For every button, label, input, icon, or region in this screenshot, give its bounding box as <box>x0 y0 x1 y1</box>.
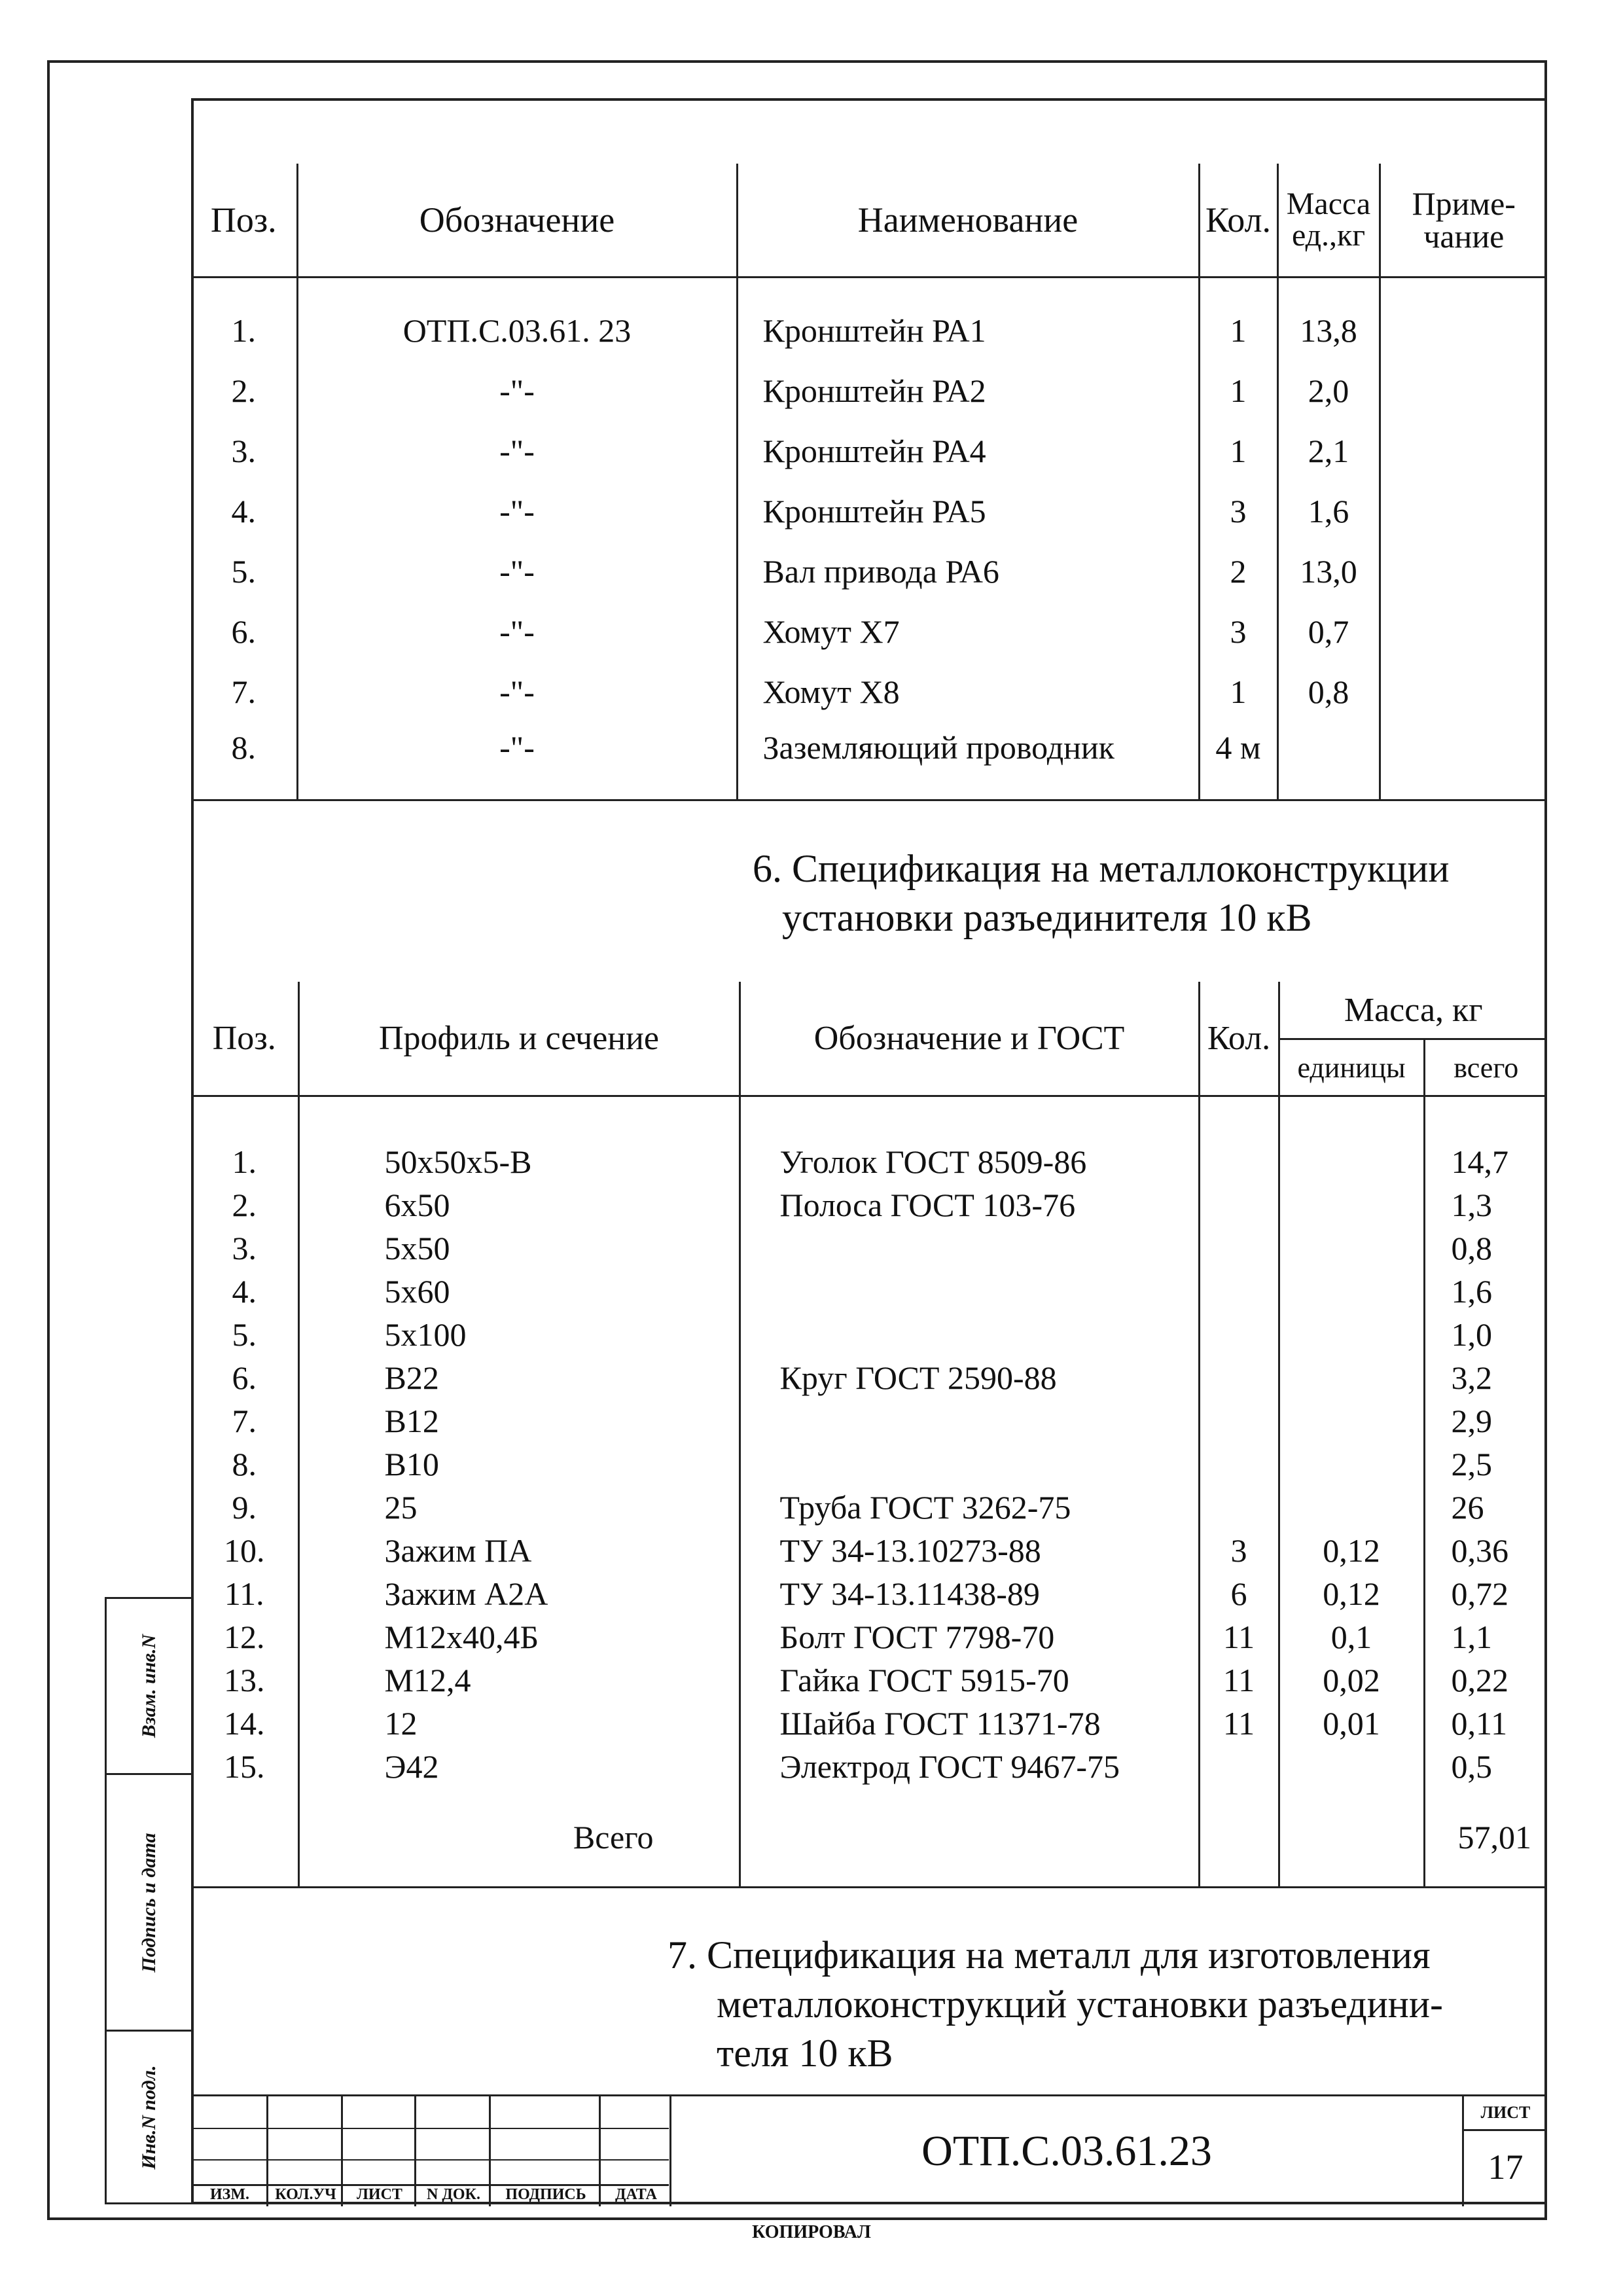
parts-table-row <box>191 300 1547 361</box>
part-name: Кронштейн РА5 <box>737 481 1199 541</box>
part-qty: 1 <box>1199 300 1277 361</box>
metal-spec-row <box>191 1486 1547 1529</box>
spec-unit-mass <box>1279 1270 1424 1313</box>
parts-table-row <box>191 541 1547 601</box>
part-note <box>1380 601 1547 662</box>
spec-pos: 4. <box>232 1273 257 1310</box>
header-note: Приме- чание <box>1380 164 1547 278</box>
spec-profile: Зажим А2А <box>298 1572 740 1615</box>
title-block <box>191 2094 1547 2206</box>
part-note <box>1380 541 1547 601</box>
part-designation: -"- <box>297 722 737 800</box>
spec-qty <box>1199 1745 1279 1788</box>
spec-total-mass: 0,22 <box>1424 1659 1547 1702</box>
spec-qty <box>1199 1227 1279 1270</box>
spec-unit-mass <box>1279 1356 1424 1399</box>
header2-unit: единицы <box>1279 1039 1424 1096</box>
spec-unit-mass <box>1279 1399 1424 1443</box>
section-6-line2: установки разъединителя 10 кВ <box>782 896 1312 939</box>
header2-gost: Обозначение и ГОСТ <box>740 982 1199 1096</box>
part-name: Вал привода РА6 <box>737 541 1199 601</box>
spec-profile: 6х50 <box>298 1183 740 1227</box>
spec-total-mass: 0,5 <box>1424 1745 1547 1788</box>
parts-table-body <box>191 300 1547 800</box>
metal-spec-row <box>191 1529 1547 1572</box>
side-label-original: Инв.N подл. <box>137 2064 160 2170</box>
part-name: Кронштейн РА1 <box>737 300 1199 361</box>
stamp-label-doc: N ДОК. <box>427 2186 480 2203</box>
spec-unit-mass <box>1279 1443 1424 1486</box>
header-pos: Поз. <box>191 164 297 278</box>
part-qty: 1 <box>1199 361 1277 421</box>
part-qty: 2 <box>1199 541 1277 601</box>
part-designation: -"- <box>297 662 737 722</box>
metal-spec-row <box>191 1443 1547 1486</box>
spec-pos: 1. <box>232 1143 257 1180</box>
spec-total-mass: 3,2 <box>1424 1356 1547 1399</box>
spec-gost: ТУ 34-13.11438-89 <box>740 1572 1199 1615</box>
spec-pos: 3. <box>232 1230 257 1266</box>
section-7-line1: 7. Спецификация на металл для изготовления <box>668 1933 1431 1977</box>
spec-pos: 14. <box>224 1705 265 1742</box>
spec-pos: 2. <box>232 1187 257 1223</box>
part-name: Кронштейн РА4 <box>737 421 1199 481</box>
metal-spec-row <box>191 1615 1547 1659</box>
spec-profile: В12 <box>298 1399 740 1443</box>
section-7-line2: металлоконструкций установки разъедини- <box>717 1982 1443 2026</box>
spec-gost: Гайка ГОСТ 5915-70 <box>740 1659 1199 1702</box>
metal-spec-header <box>191 982 1547 1039</box>
parts-table-row <box>191 361 1547 421</box>
spec-total-mass: 1,0 <box>1424 1313 1547 1356</box>
spec-profile: В22 <box>298 1356 740 1399</box>
spec-gost: Электрод ГОСТ 9467-75 <box>740 1745 1199 1788</box>
spec-total-mass: 0,72 <box>1424 1572 1547 1615</box>
part-pos: 3. <box>231 433 256 469</box>
side-cell-replace <box>105 1597 191 1775</box>
spec-qty: 11 <box>1199 1615 1279 1659</box>
side-label-replace: Взам. инв.N <box>137 1634 160 1738</box>
spec-pos: 11. <box>224 1575 264 1612</box>
part-designation: ОТП.С.03.61. 23 <box>297 300 737 361</box>
metal-spec-row <box>191 1140 1547 1183</box>
spec-unit-mass <box>1279 1313 1424 1356</box>
spec-unit-mass <box>1279 1183 1424 1227</box>
part-name: Хомут Х7 <box>737 601 1199 662</box>
spec-gost <box>740 1399 1199 1443</box>
header-qty: Кол. <box>1199 164 1277 278</box>
spec-profile: М12х40,4Б <box>298 1615 740 1659</box>
part-name: Заземляющий проводник <box>737 722 1199 800</box>
parts-table-row <box>191 421 1547 481</box>
part-mass: 1,6 <box>1277 481 1380 541</box>
part-qty: 4 м <box>1199 722 1277 800</box>
spec-pos: 7. <box>232 1403 257 1439</box>
spec-profile: М12,4 <box>298 1659 740 1702</box>
spec-unit-mass <box>1279 1227 1424 1270</box>
part-qty: 1 <box>1199 662 1277 722</box>
spec-qty: 11 <box>1199 1659 1279 1702</box>
part-designation: -"- <box>297 481 737 541</box>
spec-total-mass: 14,7 <box>1424 1140 1547 1183</box>
part-note <box>1380 662 1547 722</box>
part-designation: -"- <box>297 601 737 662</box>
part-mass: 0,8 <box>1277 662 1380 722</box>
spec-total-mass: 0,11 <box>1424 1702 1547 1745</box>
spec-qty <box>1199 1399 1279 1443</box>
part-name: Хомут Х8 <box>737 662 1199 722</box>
header2-qty: Кол. <box>1199 982 1279 1096</box>
total-label: Всего <box>298 1788 740 1888</box>
spec-total-mass: 2,9 <box>1424 1399 1547 1443</box>
metal-spec-row <box>191 1659 1547 1702</box>
metal-spec-row <box>191 1702 1547 1745</box>
spec-unit-mass <box>1279 1745 1424 1788</box>
stamp-label-sign: ПОДПИСЬ <box>505 2186 586 2203</box>
document-code: ОТП.С.03.61.23 <box>921 2127 1212 2175</box>
part-pos: 5. <box>231 553 256 590</box>
spec-pos: 8. <box>232 1446 257 1482</box>
copied-by-label: КОПИРОВАЛ <box>752 2222 871 2242</box>
section-6-line1: 6. Спецификация на металлоконструкции <box>753 847 1450 890</box>
spec-qty <box>1199 1270 1279 1313</box>
header2-pos: Поз. <box>191 982 298 1096</box>
spec-profile: 5х60 <box>298 1270 740 1313</box>
header2-total: всего <box>1424 1039 1547 1096</box>
metal-spec-row <box>191 1313 1547 1356</box>
spec-pos: 9. <box>232 1489 257 1526</box>
spec-qty <box>1199 1486 1279 1529</box>
part-pos: 2. <box>231 372 256 409</box>
spec-total-mass: 2,5 <box>1424 1443 1547 1486</box>
spec-pos: 6. <box>232 1359 257 1396</box>
spec-unit-mass: 0,1 <box>1279 1615 1424 1659</box>
spec-profile: Зажим ПА <box>298 1529 740 1572</box>
parts-table-header <box>191 164 1547 278</box>
spec-gost <box>740 1227 1199 1270</box>
part-name: Кронштейн РА2 <box>737 361 1199 421</box>
parts-table-row <box>191 601 1547 662</box>
stamp-col-doc <box>416 2096 491 2206</box>
header-designation: Обозначение <box>297 164 737 278</box>
part-note <box>1380 722 1547 800</box>
spec-profile: 5х100 <box>298 1313 740 1356</box>
spec-pos: 12. <box>224 1619 265 1655</box>
spec-unit-mass: 0,12 <box>1279 1529 1424 1572</box>
stamp-col-date <box>601 2096 671 2206</box>
part-qty: 1 <box>1199 421 1277 481</box>
parts-table-row <box>191 722 1547 800</box>
total-value: 57,01 <box>1424 1788 1547 1888</box>
part-designation: -"- <box>297 541 737 601</box>
part-note <box>1380 421 1547 481</box>
parts-table-row <box>191 481 1547 541</box>
stamp-label-list: ЛИСТ <box>357 2186 402 2203</box>
side-cell-sign <box>105 1775 191 2032</box>
spec-total-mass: 1,1 <box>1424 1615 1547 1659</box>
spec-unit-mass: 0,01 <box>1279 1702 1424 1745</box>
sheet-number-cell <box>1462 2096 1547 2206</box>
spec-gost: Круг ГОСТ 2590-88 <box>740 1356 1199 1399</box>
section-7-line3: теля 10 кВ <box>717 2032 893 2075</box>
spec-gost: Болт ГОСТ 7798-70 <box>740 1615 1199 1659</box>
part-pos: 4. <box>231 493 256 529</box>
stamp-col-list <box>343 2096 416 2206</box>
stamp-col-kol <box>268 2096 343 2206</box>
spec-qty <box>1199 1356 1279 1399</box>
spec-total-mass: 0,36 <box>1424 1529 1547 1572</box>
part-designation: -"- <box>297 361 737 421</box>
part-qty: 3 <box>1199 481 1277 541</box>
part-mass: 0,7 <box>1277 601 1380 662</box>
section-7-title <box>668 1931 1443 2078</box>
part-note <box>1380 300 1547 361</box>
stamp-label-izm: ИЗМ. <box>210 2186 249 2203</box>
sheet-number: 17 <box>1488 2147 1524 2187</box>
spec-qty: 3 <box>1199 1529 1279 1572</box>
header-mass: Масса ед.,кг <box>1277 164 1380 278</box>
part-qty: 3 <box>1199 601 1277 662</box>
spec-gost: Уголок ГОСТ 8509-86 <box>740 1140 1199 1183</box>
part-note <box>1380 361 1547 421</box>
spec-gost <box>740 1313 1199 1356</box>
metal-spec-row <box>191 1356 1547 1399</box>
stamp-label-kol: КОЛ.УЧ <box>275 2186 336 2203</box>
metal-spec-row <box>191 1227 1547 1270</box>
metal-spec-total-row <box>191 1788 1547 1888</box>
spec-total-mass: 0,8 <box>1424 1227 1547 1270</box>
spec-gost <box>740 1270 1199 1313</box>
spec-pos: 10. <box>224 1532 265 1569</box>
spec-profile: 12 <box>298 1702 740 1745</box>
part-mass: 2,1 <box>1277 421 1380 481</box>
parts-table <box>191 164 1547 801</box>
part-pos: 7. <box>231 673 256 710</box>
part-pos: 6. <box>231 613 256 650</box>
part-designation: -"- <box>297 421 737 481</box>
part-note <box>1380 481 1547 541</box>
header2-profile: Профиль и сечение <box>298 982 740 1096</box>
spec-profile: 5х50 <box>298 1227 740 1270</box>
spec-unit-mass <box>1279 1486 1424 1529</box>
spec-qty <box>1199 1140 1279 1183</box>
spec-qty <box>1199 1443 1279 1486</box>
spec-qty <box>1199 1313 1279 1356</box>
spec-total-mass: 1,6 <box>1424 1270 1547 1313</box>
spec-profile: 25 <box>298 1486 740 1529</box>
spec-gost: Шайба ГОСТ 11371-78 <box>740 1702 1199 1745</box>
spec-pos: 15. <box>224 1748 265 1785</box>
stamp-col-sign <box>491 2096 601 2206</box>
spec-total-mass: 1,3 <box>1424 1183 1547 1227</box>
section-6-title <box>753 844 1449 942</box>
spec-qty <box>1199 1183 1279 1227</box>
metal-spec-row <box>191 1183 1547 1227</box>
stamp-label-date: ДАТА <box>615 2186 657 2203</box>
spec-pos: 5. <box>232 1316 257 1353</box>
spec-qty: 6 <box>1199 1572 1279 1615</box>
spec-profile: 50х50х5-В <box>298 1140 740 1183</box>
part-pos: 8. <box>191 722 297 800</box>
metal-spec-row <box>191 1572 1547 1615</box>
spec-gost: ТУ 34-13.10273-88 <box>740 1529 1199 1572</box>
metal-spec-row <box>191 1270 1547 1313</box>
spec-profile: В10 <box>298 1443 740 1486</box>
metal-spec-body <box>191 1140 1547 1788</box>
part-mass: 2,0 <box>1277 361 1380 421</box>
spec-unit-mass: 0,02 <box>1279 1659 1424 1702</box>
part-pos: 1. <box>231 312 256 349</box>
spec-gost <box>740 1443 1199 1486</box>
header-name: Наименование <box>737 164 1199 278</box>
spec-gost: Полоса ГОСТ 103-76 <box>740 1183 1199 1227</box>
metal-spec-row <box>191 1745 1547 1788</box>
part-mass: 13,8 <box>1277 300 1380 361</box>
spec-profile: Э42 <box>298 1745 740 1788</box>
spec-gost: Труба ГОСТ 3262-75 <box>740 1486 1199 1529</box>
header2-mass: Масса, кг <box>1279 982 1547 1039</box>
spec-unit-mass: 0,12 <box>1279 1572 1424 1615</box>
part-mass <box>1277 722 1380 800</box>
side-label-sign: Подпись и дата <box>137 1832 160 1973</box>
sheet-label: ЛИСТ <box>1464 2096 1547 2131</box>
spec-pos: 13. <box>224 1662 265 1698</box>
side-cell-original <box>105 2032 191 2204</box>
stamp-col-izm <box>191 2096 268 2206</box>
spec-qty: 11 <box>1199 1702 1279 1745</box>
spec-unit-mass <box>1279 1140 1424 1183</box>
part-mass: 13,0 <box>1277 541 1380 601</box>
metal-spec-row <box>191 1399 1547 1443</box>
parts-table-row <box>191 662 1547 722</box>
metal-spec-table <box>191 982 1547 1888</box>
spec-total-mass: 26 <box>1424 1486 1547 1529</box>
